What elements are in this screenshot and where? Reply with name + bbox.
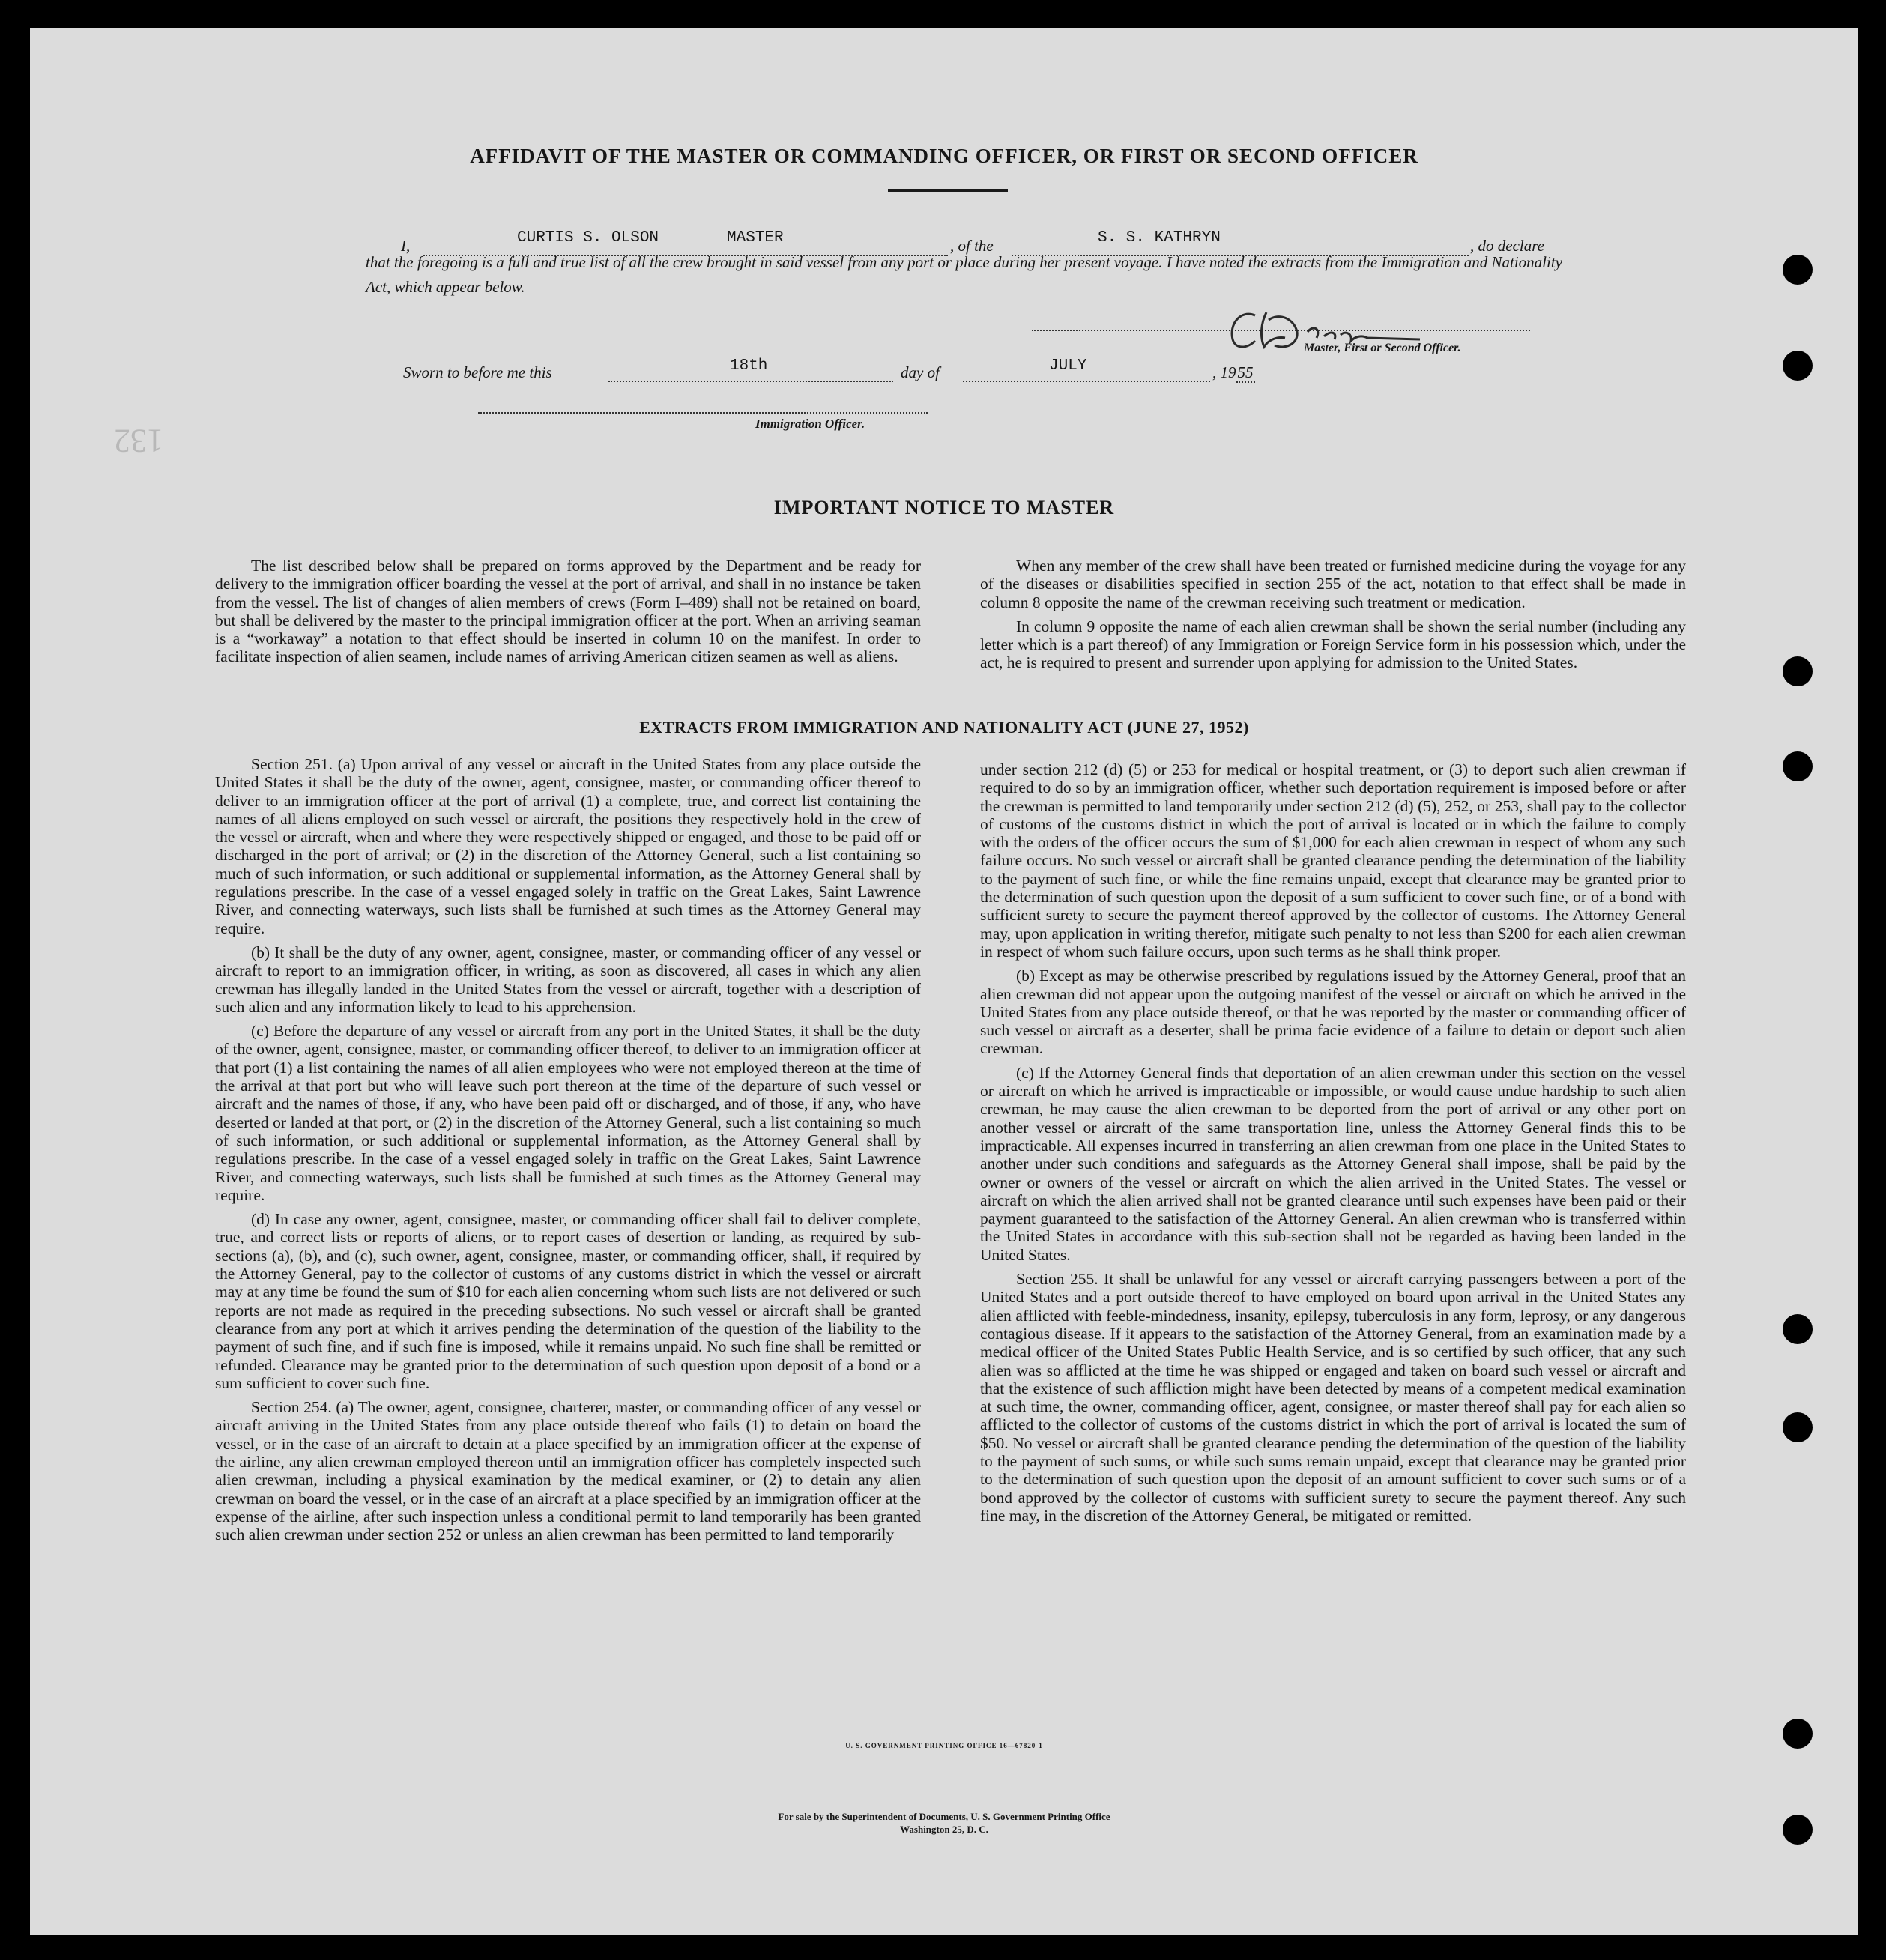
section-251-b: (b) It shall be the duty of any owner, agent, consignee, master, or commanding officer of any vessel or aircraft to report to an immigration officer, in writing, as soon as discovered, all cases in which any alien crewman has illegally landed in the United States from the vessel or aircraft, together with a description of such alien and any information likely to lead to his apprehension. (215, 943, 921, 1016)
punch-hole (1783, 656, 1813, 686)
punch-hole (1783, 1719, 1813, 1749)
punch-hole (1783, 255, 1813, 285)
extracts-left-column (215, 755, 921, 1549)
notice-left-column (215, 557, 921, 672)
sale-line-1: For sale by the Superintendent of Documents, U. S. Government Printing Office (778, 1811, 1110, 1822)
caption-or: or (1367, 342, 1385, 354)
caption-first-struck: First (1344, 342, 1368, 354)
notice-left-paragraph: The list described below shall be prepared on forms approved by the Department and be ready for delivery to the immigration officer boarding the vessel at the port of arrival, and shall in no instance be taken from the vessel. The list of changes of alien members of crews (Form I–489) shall not be retained on board, but shall be delivered by the master to the principal immigration officer at the port. When an arriving seaman is a “workaway” a notation to that effect should be inserted in column 10 on the manifest. In order to facilitate inspection of alien seamen, include names of arriving American citizen seamen as well as aliens. (215, 557, 921, 666)
punch-hole (1783, 1314, 1813, 1344)
immigration-officer-line (478, 405, 928, 414)
punch-hole (1783, 1815, 1813, 1845)
sworn-prefix: Sworn to before me this (403, 363, 552, 381)
declarant-rank: MASTER (727, 229, 784, 246)
year-prefix: , 19 (1212, 363, 1236, 381)
section-251-c: (c) Before the departure of any vessel or aircraft from any port in the United States, it shall be the duty of the owner, agent, consignee, master, or commanding officer thereof, to deliver to an immigration officer at that port (1) a list containing the names of all alien employees who were not employed thereon at the time of the arrival at that port but who will leave such port thereon at the time of the departure of such vessel or aircraft and the names of those, if any, who have been paid off or discharged, and of those, if any, who have deserted or landed at that port, or (2) in the discretion of the Attorney General, such a list containing so much of such information, or such additional or supplemental information, as the Attorney General shall by regulations prescribe. In the case of a vessel engaged solely in traffic on the Great Lakes, Saint Lawrence River, and connecting waterways, such lists shall be furnished at such times as the Attorney General may require. (215, 1022, 921, 1204)
notice-title: IMPORTANT NOTICE TO MASTER (773, 497, 1115, 518)
extracts-title: EXTRACTS FROM IMMIGRATION AND NATIONALITY ACT (JUNE 27, 1952) (639, 718, 1249, 736)
sworn-year: 55 (1237, 363, 1254, 381)
punch-hole (1783, 1412, 1813, 1442)
sale-line-2: Washington 25, D. C. (900, 1824, 988, 1835)
caption-master: Master, (1304, 342, 1344, 354)
of-the-label: , of the (950, 237, 994, 255)
title-rule (888, 189, 1008, 192)
notice-right-paragraph-2: In column 9 opposite the name of each alien crewman shall be shown the serial number (including any letter which is a part thereof) of any Immigration or Foreign Service form in his possession which, under the act, he is required to present and surrender upon applying for admission to the United States. (980, 617, 1686, 672)
declarant-name: CURTIS S. OLSON (517, 229, 659, 246)
caption-officer: Officer. (1420, 342, 1461, 354)
punch-hole (1783, 351, 1813, 381)
immigration-officer-caption: Immigration Officer. (755, 417, 865, 431)
punch-hole (1783, 751, 1813, 781)
extracts-right-column (980, 760, 1686, 1531)
notice-right-column (980, 557, 1686, 678)
affidavit-title: AFFIDAVIT OF THE MASTER OR COMMANDING OFFICER, OR FIRST OR SECOND OFFICER (470, 145, 1418, 167)
do-declare-label: , do declare (1470, 237, 1544, 255)
section-254-c: (c) If the Attorney General finds that deportation of an alien crewman under this section on the vessel or aircraft on which he arrived is impracticable or impossible, or would cause undue hardship to such alien crewman, he may cause the alien crewman to be deported from the port of arrival or any other port on another vessel or aircraft of the same transportation line, unless the Attorney General finds this to be impracticable. All expenses incurred in transferring an alien crewman from one place in the United States to another under such conditions and safeguards as the Attorney General shall impose, shall be paid by the owner or owners of the vessel or aircraft on which the alien arrived in the United States. The vessel or aircraft on which the alien arrived shall not be granted clearance until such expenses have been paid or their payment guaranteed to the satisfaction of the Attorney General. An alien crewman who is transferred within the United States in accordance with this sub-section shall not be regarded as having been landed in the United States. (980, 1063, 1686, 1264)
sworn-day: 18th (730, 357, 768, 375)
section-251-a: Section 251. (a) Upon arrival of any vessel or aircraft in the United States from any place outside the United States it shall be the duty of the owner, agent, consignee, master, or commanding officer thereof to deliver to an immigration officer at the port of arrival (1) a complete, true, and correct list containing the names of all aliens employed on such vessel or aircraft, the positions they respectively hold in the crew of the vessel or aircraft, when and where they were respectively shipped or engaged, and those to be paid off or discharged in the port of arrival; or (2) in the discretion of the Attorney General, such a list containing so much of such information, or such additional or supplemental information, as the Attorney General shall by regulations prescribe. In the case of a vessel engaged solely in traffic on the Great Lakes, Saint Lawrence River, and connecting waterways, such lists shall be furnished at such times as the Attorney General may require. (215, 755, 921, 937)
document-page (30, 28, 1858, 1935)
margin-mark: 132 (114, 423, 163, 459)
signature-caption (1304, 342, 1461, 355)
year-field (1212, 363, 1255, 382)
vessel-name: S. S. KATHRYN (1098, 229, 1221, 246)
section-254-a-continued: under section 212 (d) (5) or 253 for medical or hospital treatment, or (3) to deport such alien crewman if required to do so by an immigration officer, whether such deportation requirement is imposed before or after the crewman is permitted to land temporarily under section 212 (d) (5), 252, or 253, shall pay to the collector of customs of the customs district in which the port of arrival is located or in which the failure to comply with the orders of the officer occurs the sum of $1,000 for each alien crewman in respect of whom any such failure occurs. No such vessel or aircraft shall be granted clearance pending the determination of the liability to the payment of such fine, or while the fine remains unpaid, except that clearance may be granted prior to the determination of such question upon the deposit of a sum sufficient to cover such fine, or of a bond with sufficient surety to secure the payment thereof approved by the collector of customs. The Attorney General may, upon application in writing therefor, mitigate such penalty to not less than $200 for each alien crewman in respect of whom such failure occurs, upon such terms as he shall think proper. (980, 760, 1686, 961)
notice-right-paragraph-1: When any member of the crew shall have been treated or furnished medicine during the voyage for any of the diseases or disabilities specified in section 255 of the act, notation to that effect shall be made in column 8 opposite the name of the crewman receiving such treatment or medication. (980, 557, 1686, 611)
i-prefix: I, (401, 237, 411, 255)
section-251-d: (d) In case any owner, agent, consignee, master, or commanding officer shall fail to deliver complete, true, and correct lists or reports of aliens, or to report cases of desertion or landing, as required by sub-sections (a), (b), and (c), such owner, agent, consignee, master, or commanding officer, shall, if required by the Attorney General, pay to the collector of customs of any customs district in which the vessel or aircraft may at any time be found the sum of $10 for each alien concerning whom such lists are not delivered or such reports are not made as required in the preceding subsections. No such vessel or aircraft shall be granted clearance from any port at which it arrives pending the determination of the question of the liability to the payment of such fine, and if such fine is imposed, while it remains unpaid. No such fine shall be remitted or refunded. Clearance may be granted prior to the determination of such question upon deposit of a bond or a sum sufficient to cover such fine. (215, 1210, 921, 1392)
sworn-month: JULY (1049, 357, 1087, 375)
caption-second-struck: Second (1384, 342, 1421, 354)
affidavit-statement: that the foregoing is a full and true list of all the crew brought in said vessel from any port or place during her present voyage. I have noted the extracts from the Immigration and Nationality Act, which appear below. (366, 253, 1562, 296)
sworn-month-field (963, 357, 1210, 382)
section-254-a: Section 254. (a) The owner, agent, consignee, charterer, master, or commanding officer of any vessel or aircraft arriving in the United States from any place outside thereof who fails (1) to detain on board the vessel, or in the case of an aircraft to detain at a place specified by an immigration officer at the expense of the airline, any alien crewman employed thereon until an immigration officer has completely inspected such alien crewman, including a physical examination by the medical examiner, or (2) to detain any alien crewman on board the vessel, or in the case of an aircraft at a place specified by an immigration officer at the expense of the airline, after such inspection unless a conditional permit to land temporarily has been granted such alien crewman under section 252 or unless an alien crewman has been permitted to land temporarily (215, 1398, 921, 1544)
sworn-day-field (608, 357, 893, 382)
section-255: Section 255. It shall be unlawful for any vessel or aircraft carrying passengers between a port of the United States and a port outside thereof to have employed on board upon arrival in the United States any alien afflicted with feeble-mindedness, insanity, epilepsy, tuberculosis in any form, leprosy, or any dangerous contagious disease. If it appears to the satisfaction of the Attorney General, from an examination made by a medical officer of the United States Public Health Service, and is so certified by such officer, that any such alien was so afflicted at the time he was shipped or engaged and taken on board such vessel or aircraft and that the existence of such affliction might have been detected by means of a competent medical examination at such time, the owner, commanding officer, agent, consignee, or master thereof shall pay for each alien so afflicted to the collector of customs of the customs district in which the port of arrival is located the sum of $50. No vessel or aircraft shall be granted clearance pending the determination of the question of the liability to the payment of such sums, or while such sums remain unpaid, except that clearance may be granted prior to the determination of such question upon the deposit of an amount sufficient to cover such sums or of a bond approved by the collector of customs with sufficient surety to secure the payment thereof. Any such fine may, in the discretion of the Attorney General, be mitigated or remitted. (980, 1270, 1686, 1525)
day-of-label: day of (901, 363, 940, 381)
gpo-line: U. S. GOVERNMENT PRINTING OFFICE 16—67820-1 (845, 1742, 1043, 1749)
section-254-b: (b) Except as may be otherwise prescribed by regulations issued by the Attorney General, proof that an alien crewman did not appear upon the outgoing manifest of the vessel or aircraft on which he arrived in the United States from any place outside thereof, or that he was reported by the master or commanding officer of such vessel or aircraft as a deserter, shall be prima facie evidence of a failure to detain or deport such alien crewman. (980, 967, 1686, 1058)
